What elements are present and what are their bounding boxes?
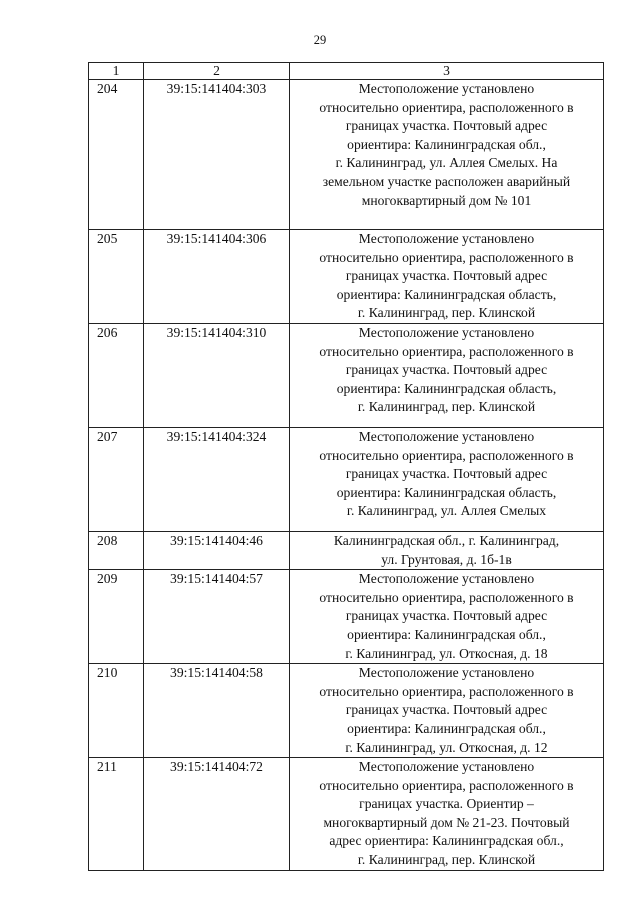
column-header-3: 3	[290, 63, 604, 80]
location-line: Местоположение установлено	[358, 231, 535, 246]
table-row	[89, 758, 604, 871]
row-number: 207	[89, 427, 144, 531]
location-line: Калининградская обл., г. Калининград,	[333, 532, 560, 548]
location-line: ориентира: Калининградская обл.,	[347, 626, 546, 642]
location-line: границах участка. Почтовый адрес	[345, 608, 548, 624]
column-header-2: 2	[144, 63, 290, 80]
location-line: г. Калининград, пер. Клинской	[357, 852, 536, 868]
row-number: 204	[89, 80, 144, 230]
location-line: Местоположение установлено	[358, 665, 535, 681]
location-line: ориентира: Калининградская обл.,	[347, 136, 546, 152]
cadastral-number: 39:15:141404:310	[144, 323, 290, 427]
column-header-1: 1	[89, 63, 144, 80]
location-line: г. Калининград, ул. Аллея Смелых. На	[335, 155, 558, 171]
location-line: Местоположение установлено	[358, 571, 535, 587]
table-row	[89, 570, 604, 664]
location-line: относительно ориентира, расположенного в	[319, 683, 574, 699]
row-number: 210	[89, 664, 144, 758]
table-row	[89, 230, 604, 324]
location-line: Местоположение установлено	[358, 759, 535, 775]
table-row	[89, 80, 604, 230]
location-description	[290, 664, 604, 758]
location-line: г. Калининград, пер. Клинской	[357, 399, 536, 415]
location-line: ориентира: Калининградская область,	[336, 380, 557, 396]
location-line: г. Калининград, ул. Откосная, д. 12	[345, 739, 548, 755]
table-header-row	[89, 63, 604, 80]
location-description	[290, 323, 604, 427]
location-line: границах участка. Почтовый адрес	[345, 702, 548, 718]
location-description	[290, 427, 604, 531]
row-number: 205	[89, 230, 144, 324]
table-row	[89, 427, 604, 531]
location-description	[290, 80, 604, 230]
cadastral-number: 39:15:141404:46	[144, 531, 290, 569]
location-line: относительно ориентира, расположенного в	[319, 343, 574, 359]
location-line: относительно ориентира, расположенного в	[319, 99, 574, 115]
land-plots-table	[88, 62, 604, 871]
location-description	[290, 758, 604, 871]
location-line: ориентира: Калининградская область,	[336, 286, 557, 302]
location-line: границах участка. Почтовый адрес	[345, 118, 548, 134]
location-description	[290, 570, 604, 664]
location-line: многоквартирный дом № 101	[361, 192, 532, 208]
location-line: относительно ориентира, расположенного в	[319, 447, 574, 463]
location-line: Местоположение установлено	[358, 428, 535, 444]
location-line: границах участка. Почтовый адрес	[345, 362, 548, 378]
location-line: границах участка. Почтовый адрес	[345, 466, 548, 482]
row-number: 208	[89, 531, 144, 569]
page-number: 29	[313, 33, 327, 47]
table-body	[89, 80, 604, 871]
location-line: Местоположение установлено	[358, 324, 535, 340]
location-line: г. Калининград, ул. Аллея Смелых	[346, 503, 547, 519]
location-line: границах участка. Ориентир –	[359, 796, 534, 812]
location-description	[290, 531, 604, 569]
table-row	[89, 664, 604, 758]
cadastral-number: 39:15:141404:324	[144, 427, 290, 531]
location-description	[290, 230, 604, 324]
table-row	[89, 323, 604, 427]
location-line: г. Калининград, пер. Клинской	[357, 305, 536, 321]
cadastral-number: 39:15:141404:306	[144, 230, 290, 324]
location-line: ориентира: Калининградская область,	[336, 484, 557, 500]
row-number: 206	[89, 323, 144, 427]
cadastral-number: 39:15:141404:57	[144, 570, 290, 664]
location-line: Местоположение установлено	[358, 81, 535, 96]
cadastral-number: 39:15:141404:303	[144, 80, 290, 230]
location-line: ул. Грунтовая, д. 1б-1в	[381, 551, 512, 567]
location-line: г. Калининград, ул. Откосная, д. 18	[345, 645, 548, 661]
location-line: многоквартирный дом № 21-23. Почтовый	[323, 814, 570, 830]
location-line: относительно ориентира, расположенного в	[319, 777, 574, 793]
cadastral-number: 39:15:141404:72	[144, 758, 290, 871]
table-row	[89, 531, 604, 569]
location-line: относительно ориентира, расположенного в	[319, 589, 574, 605]
location-line: земельном участке расположен аварийный	[322, 173, 571, 189]
row-number: 211	[89, 758, 144, 871]
location-line: ориентира: Калининградская обл.,	[347, 720, 546, 736]
location-line: границах участка. Почтовый адрес	[345, 268, 548, 284]
cadastral-number: 39:15:141404:58	[144, 664, 290, 758]
location-line: относительно ориентира, расположенного в	[319, 249, 574, 265]
location-line: адрес ориентира: Калининградская обл.,	[329, 833, 564, 849]
row-number: 209	[89, 570, 144, 664]
